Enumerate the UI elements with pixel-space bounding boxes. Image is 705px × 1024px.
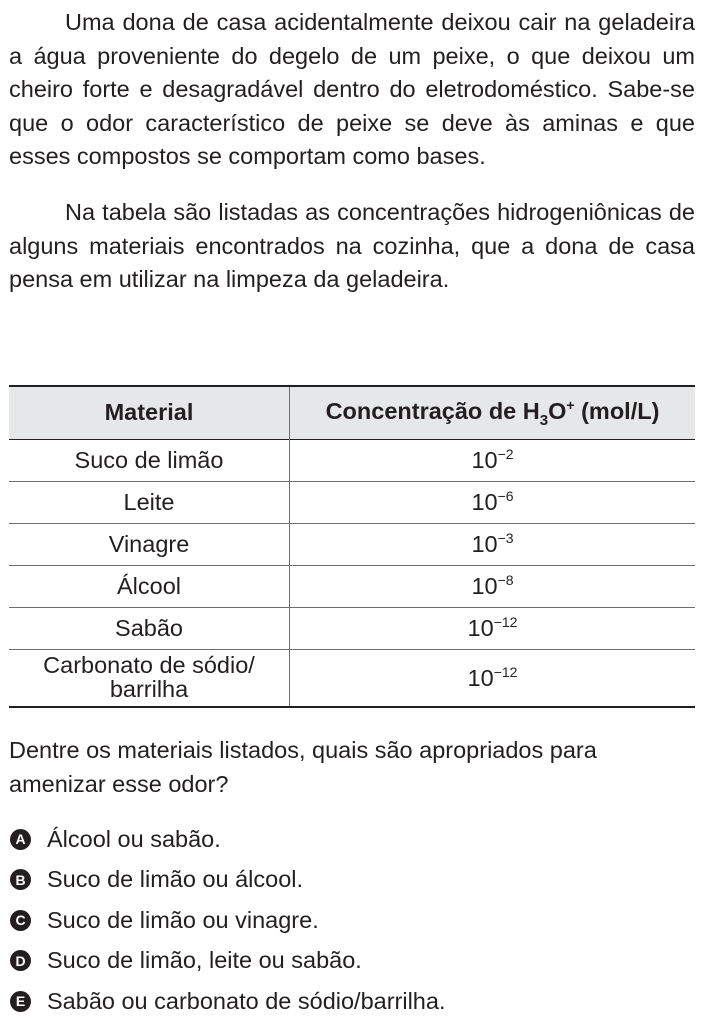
table-row: [9, 565, 695, 607]
header-material: Material: [9, 386, 290, 439]
header-conc-superscript: +: [566, 396, 575, 413]
header-concentration: [290, 386, 696, 439]
material-cell: Álcool: [9, 565, 290, 607]
table-header-row: [9, 386, 695, 439]
power-exponent: −12: [493, 614, 518, 630]
concentration-cell: [290, 439, 696, 481]
concentration-cell: [290, 565, 696, 607]
material-line-2: barrilha: [109, 675, 189, 702]
option-letter-badge: E: [10, 991, 31, 1012]
concentration-cell: [290, 607, 696, 649]
table-row: [9, 481, 695, 523]
table-row: [9, 649, 695, 707]
power-base: 10: [471, 447, 498, 473]
power-exponent: −12: [493, 663, 518, 680]
power-base: 10: [467, 615, 494, 641]
table-row: [9, 439, 695, 481]
table-row: [9, 607, 695, 649]
power-exponent: −3: [497, 530, 514, 546]
option-text: Suco de limão, leite ou sabão.: [47, 947, 362, 974]
concentration-cell: [290, 649, 696, 707]
table-row: [9, 523, 695, 565]
concentration-cell: [290, 481, 696, 523]
option-d[interactable]: [10, 941, 696, 982]
power-base: 10: [467, 664, 494, 691]
power-exponent: −2: [497, 446, 514, 462]
power-base: 10: [471, 573, 498, 599]
material-line-1: Carbonato de sódio/: [43, 651, 255, 678]
power-base: 10: [471, 531, 498, 557]
power-exponent: −8: [497, 572, 514, 588]
material-cell: [9, 649, 290, 707]
header-conc-subscript: 3: [539, 411, 549, 429]
option-b[interactable]: [10, 860, 696, 901]
header-conc-suffix: (mol/L): [574, 397, 660, 424]
material-cell: Sabão: [9, 607, 290, 649]
question-text: Dentre os materiais listados, quais são apropriados para amenizar esse odor?: [9, 737, 597, 797]
statement-paragraph-2: Na tabela são listadas as concentrações hidrogeniônicas de alguns materiais encontrados na cozinha, que a dona de casa pensa em utilizar na limpeza da geladeira.: [9, 198, 695, 293]
option-letter-badge: D: [10, 950, 31, 971]
option-letter-badge: B: [10, 869, 31, 890]
power-base: 10: [471, 489, 498, 515]
material-cell: Suco de limão: [9, 439, 290, 481]
statement-paragraph-1: Uma dona de casa acidentalmente deixou cair na geladeira a água proveniente do degelo de um peixe, o que deixou um cheiro forte e desagradável dentro do eletrodoméstico. Sabe-se que o odor característico de peixe se deve às aminas e que esses compostos se comportam como bases.: [9, 9, 695, 170]
option-text: Suco de limão ou álcool.: [47, 866, 304, 893]
option-text: Álcool ou sabão.: [47, 825, 221, 852]
material-cell: Leite: [9, 481, 290, 523]
option-a[interactable]: [10, 819, 696, 860]
statement: [9, 0, 695, 297]
concentration-table: [9, 385, 695, 708]
option-text: Suco de limão ou vinagre.: [47, 906, 319, 933]
option-letter-badge: A: [10, 829, 31, 850]
answer-options: [10, 819, 696, 1022]
power-exponent: −6: [497, 488, 514, 504]
option-c[interactable]: [10, 900, 696, 941]
option-e[interactable]: [10, 981, 696, 1022]
concentration-cell: [290, 523, 696, 565]
option-text: Sabão ou carbonato de sódio/barrilha.: [47, 987, 446, 1014]
header-conc-mid: O: [548, 397, 567, 424]
header-conc-prefix: Concentração de H: [325, 397, 540, 424]
material-cell: Vinagre: [9, 523, 290, 565]
option-letter-badge: C: [10, 910, 31, 931]
